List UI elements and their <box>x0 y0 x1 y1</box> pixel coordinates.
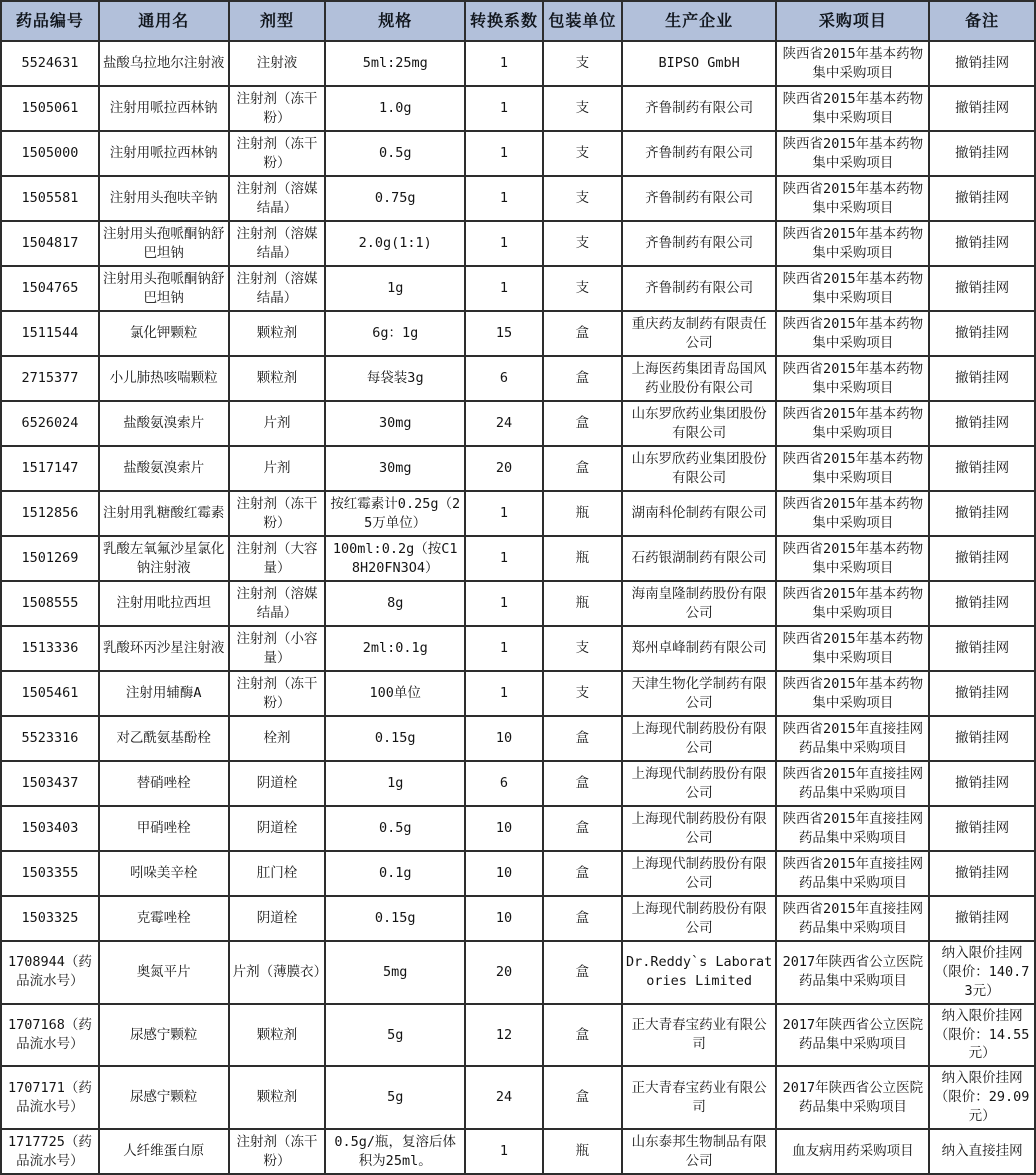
cell-id: 1504817 <box>1 221 99 266</box>
cell-unit: 盒 <box>543 401 622 446</box>
cell-factor: 1 <box>465 86 543 131</box>
cell-name: 小儿肺热咳喘颗粒 <box>99 356 229 401</box>
cell-spec: 5ml:25mg <box>325 41 465 86</box>
cell-form: 注射剂（溶媒结晶） <box>229 221 326 266</box>
table-row <box>1 671 1035 716</box>
cell-form: 颗粒剂 <box>229 311 326 356</box>
column-header-unit: 包装单位 <box>543 1 622 41</box>
cell-factor: 10 <box>465 806 543 851</box>
cell-maker: 上海现代制药股份有限公司 <box>622 806 777 851</box>
cell-id: 1505581 <box>1 176 99 221</box>
cell-remark: 撤销挂网 <box>929 176 1035 221</box>
cell-name: 吲哚美辛栓 <box>99 851 229 896</box>
cell-name: 尿感宁颗粒 <box>99 1004 229 1067</box>
cell-remark: 撤销挂网 <box>929 896 1035 941</box>
cell-spec: 1g <box>325 266 465 311</box>
table-row <box>1 581 1035 626</box>
cell-id: 1707171（药品流水号） <box>1 1066 99 1129</box>
cell-form: 阴道栓 <box>229 806 326 851</box>
cell-maker: 正大青春宝药业有限公司 <box>622 1066 777 1129</box>
cell-form: 颗粒剂 <box>229 356 326 401</box>
cell-maker: 上海现代制药股份有限公司 <box>622 716 777 761</box>
table-row <box>1 86 1035 131</box>
cell-remark: 撤销挂网 <box>929 86 1035 131</box>
cell-unit: 盒 <box>543 311 622 356</box>
cell-id: 6526024 <box>1 401 99 446</box>
table-row <box>1 896 1035 941</box>
cell-id: 1503325 <box>1 896 99 941</box>
cell-maker: 齐鲁制药有限公司 <box>622 86 777 131</box>
table-row <box>1 176 1035 221</box>
table-row <box>1 626 1035 671</box>
cell-project: 陕西省2015年基本药物集中采购项目 <box>776 671 929 716</box>
table-row <box>1 716 1035 761</box>
cell-spec: 0.75g <box>325 176 465 221</box>
cell-maker: 正大青春宝药业有限公司 <box>622 1004 777 1067</box>
cell-project: 陕西省2015年基本药物集中采购项目 <box>776 131 929 176</box>
table-row <box>1 1066 1035 1129</box>
cell-factor: 10 <box>465 851 543 896</box>
cell-maker: 齐鲁制药有限公司 <box>622 266 777 311</box>
cell-form: 栓剂 <box>229 716 326 761</box>
cell-spec: 30mg <box>325 401 465 446</box>
cell-project: 陕西省2015年基本药物集中采购项目 <box>776 266 929 311</box>
cell-factor: 12 <box>465 1004 543 1067</box>
column-header-spec: 规格 <box>325 1 465 41</box>
cell-remark: 撤销挂网 <box>929 311 1035 356</box>
cell-id: 1508555 <box>1 581 99 626</box>
column-header-factor: 转换系数 <box>465 1 543 41</box>
column-header-remark: 备注 <box>929 1 1035 41</box>
cell-factor: 24 <box>465 1066 543 1129</box>
cell-spec: 0.15g <box>325 716 465 761</box>
cell-unit: 支 <box>543 86 622 131</box>
cell-maker: 重庆药友制药有限责任公司 <box>622 311 777 356</box>
cell-spec: 1g <box>325 761 465 806</box>
cell-factor: 15 <box>465 311 543 356</box>
table-row <box>1 806 1035 851</box>
cell-factor: 10 <box>465 716 543 761</box>
cell-unit: 盒 <box>543 446 622 491</box>
cell-form: 颗粒剂 <box>229 1066 326 1129</box>
cell-name: 注射用哌拉西林钠 <box>99 131 229 176</box>
cell-unit: 支 <box>543 41 622 86</box>
cell-form: 阴道栓 <box>229 896 326 941</box>
cell-factor: 1 <box>465 626 543 671</box>
cell-unit: 盒 <box>543 941 622 1004</box>
cell-name: 替硝唑栓 <box>99 761 229 806</box>
cell-unit: 盒 <box>543 356 622 401</box>
cell-spec: 每袋装3g <box>325 356 465 401</box>
cell-factor: 1 <box>465 671 543 716</box>
cell-id: 1717725（药品流水号） <box>1 1129 99 1174</box>
cell-maker: 上海现代制药股份有限公司 <box>622 896 777 941</box>
cell-project: 陕西省2015年基本药物集中采购项目 <box>776 356 929 401</box>
cell-id: 1511544 <box>1 311 99 356</box>
cell-factor: 6 <box>465 761 543 806</box>
cell-name: 克霉唑栓 <box>99 896 229 941</box>
cell-remark: 撤销挂网 <box>929 401 1035 446</box>
cell-id: 2715377 <box>1 356 99 401</box>
cell-form: 片剂 <box>229 446 326 491</box>
cell-maker: 海南皇隆制药股份有限公司 <box>622 581 777 626</box>
cell-unit: 盒 <box>543 806 622 851</box>
cell-unit: 支 <box>543 626 622 671</box>
cell-factor: 1 <box>465 581 543 626</box>
cell-remark: 撤销挂网 <box>929 536 1035 581</box>
cell-form: 肛门栓 <box>229 851 326 896</box>
table-row <box>1 761 1035 806</box>
cell-maker: 郑州卓峰制药有限公司 <box>622 626 777 671</box>
cell-form: 注射剂（冻干粉） <box>229 491 326 536</box>
cell-project: 陕西省2015年基本药物集中采购项目 <box>776 311 929 356</box>
cell-factor: 20 <box>465 446 543 491</box>
cell-spec: 0.5g/瓶，复溶后体积为25ml。 <box>325 1129 465 1174</box>
cell-id: 1503437 <box>1 761 99 806</box>
cell-factor: 10 <box>465 896 543 941</box>
cell-name: 乳酸环丙沙星注射液 <box>99 626 229 671</box>
table-row <box>1 1004 1035 1067</box>
cell-remark: 撤销挂网 <box>929 131 1035 176</box>
cell-remark: 纳入直接挂网 <box>929 1129 1035 1174</box>
cell-form: 注射剂（冻干粉） <box>229 131 326 176</box>
cell-name: 注射用吡拉西坦 <box>99 581 229 626</box>
cell-project: 陕西省2015年直接挂网药品集中采购项目 <box>776 896 929 941</box>
cell-remark: 纳入限价挂网（限价：14.55元） <box>929 1004 1035 1067</box>
cell-form: 片剂 <box>229 401 326 446</box>
cell-project: 陕西省2015年基本药物集中采购项目 <box>776 401 929 446</box>
cell-maker: 齐鲁制药有限公司 <box>622 221 777 266</box>
cell-form: 片剂（薄膜衣） <box>229 941 326 1004</box>
cell-remark: 撤销挂网 <box>929 221 1035 266</box>
cell-project: 陕西省2015年基本药物集中采购项目 <box>776 491 929 536</box>
cell-factor: 24 <box>465 401 543 446</box>
cell-spec: 5g <box>325 1066 465 1129</box>
table-row <box>1 941 1035 1004</box>
table-header-row <box>1 1 1035 41</box>
cell-form: 阴道栓 <box>229 761 326 806</box>
cell-maker: 山东泰邦生物制品有限公司 <box>622 1129 777 1174</box>
cell-id: 1503355 <box>1 851 99 896</box>
cell-spec: 1.0g <box>325 86 465 131</box>
cell-factor: 1 <box>465 491 543 536</box>
cell-project: 陕西省2015年直接挂网药品集中采购项目 <box>776 761 929 806</box>
cell-maker: Dr.Reddy`s Laboratories Limited <box>622 941 777 1004</box>
cell-unit: 盒 <box>543 1066 622 1129</box>
cell-project: 陕西省2015年基本药物集中采购项目 <box>776 581 929 626</box>
cell-spec: 0.15g <box>325 896 465 941</box>
table-row <box>1 41 1035 86</box>
cell-form: 注射剂（冻干粉） <box>229 671 326 716</box>
cell-project: 2017年陕西省公立医院药品集中采购项目 <box>776 1066 929 1129</box>
cell-spec: 100单位 <box>325 671 465 716</box>
cell-id: 1513336 <box>1 626 99 671</box>
cell-spec: 2.0g(1:1) <box>325 221 465 266</box>
cell-id: 1505461 <box>1 671 99 716</box>
cell-name: 甲硝唑栓 <box>99 806 229 851</box>
cell-form: 注射剂（小容量） <box>229 626 326 671</box>
cell-spec: 2ml:0.1g <box>325 626 465 671</box>
cell-project: 陕西省2015年基本药物集中采购项目 <box>776 86 929 131</box>
cell-form: 注射剂（冻干粉） <box>229 1129 326 1174</box>
cell-factor: 1 <box>465 131 543 176</box>
cell-maker: 上海现代制药股份有限公司 <box>622 851 777 896</box>
cell-unit: 支 <box>543 176 622 221</box>
cell-spec: 0.1g <box>325 851 465 896</box>
cell-factor: 1 <box>465 176 543 221</box>
cell-factor: 1 <box>465 221 543 266</box>
cell-factor: 1 <box>465 266 543 311</box>
table-row <box>1 311 1035 356</box>
cell-unit: 盒 <box>543 761 622 806</box>
cell-maker: 齐鲁制药有限公司 <box>622 131 777 176</box>
cell-name: 人纤维蛋白原 <box>99 1129 229 1174</box>
column-header-maker: 生产企业 <box>622 1 777 41</box>
table-row <box>1 536 1035 581</box>
cell-form: 注射剂（溶媒结晶） <box>229 581 326 626</box>
cell-factor: 1 <box>465 41 543 86</box>
cell-project: 陕西省2015年直接挂网药品集中采购项目 <box>776 806 929 851</box>
cell-project: 陕西省2015年基本药物集中采购项目 <box>776 536 929 581</box>
cell-unit: 瓶 <box>543 1129 622 1174</box>
cell-form: 注射剂（溶媒结晶） <box>229 176 326 221</box>
cell-unit: 瓶 <box>543 581 622 626</box>
cell-form: 颗粒剂 <box>229 1004 326 1067</box>
cell-unit: 盒 <box>543 896 622 941</box>
cell-project: 2017年陕西省公立医院药品集中采购项目 <box>776 1004 929 1067</box>
cell-id: 1708944（药品流水号） <box>1 941 99 1004</box>
cell-name: 氯化钾颗粒 <box>99 311 229 356</box>
cell-spec: 30mg <box>325 446 465 491</box>
cell-remark: 纳入限价挂网（限价：140.73元） <box>929 941 1035 1004</box>
cell-name: 尿感宁颗粒 <box>99 1066 229 1129</box>
cell-name: 注射用头孢哌酮钠舒巴坦钠 <box>99 221 229 266</box>
cell-name: 注射用哌拉西林钠 <box>99 86 229 131</box>
cell-id: 1501269 <box>1 536 99 581</box>
cell-remark: 撤销挂网 <box>929 626 1035 671</box>
table-row <box>1 851 1035 896</box>
cell-remark: 撤销挂网 <box>929 266 1035 311</box>
table-row <box>1 491 1035 536</box>
cell-form: 注射液 <box>229 41 326 86</box>
cell-spec: 按红霉素计0.25g（25万单位） <box>325 491 465 536</box>
cell-project: 血友病用药采购项目 <box>776 1129 929 1174</box>
cell-unit: 支 <box>543 131 622 176</box>
cell-remark: 撤销挂网 <box>929 491 1035 536</box>
table-row <box>1 1129 1035 1174</box>
cell-project: 陕西省2015年直接挂网药品集中采购项目 <box>776 851 929 896</box>
cell-form: 注射剂（溶媒结晶） <box>229 266 326 311</box>
table-row <box>1 266 1035 311</box>
cell-name: 注射用乳糖酸红霉素 <box>99 491 229 536</box>
cell-maker: 山东罗欣药业集团股份有限公司 <box>622 446 777 491</box>
cell-factor: 1 <box>465 1129 543 1174</box>
cell-maker: 天津生物化学制药有限公司 <box>622 671 777 716</box>
cell-remark: 撤销挂网 <box>929 356 1035 401</box>
cell-name: 对乙酰氨基酚栓 <box>99 716 229 761</box>
cell-form: 注射剂（冻干粉） <box>229 86 326 131</box>
table-row <box>1 221 1035 266</box>
cell-id: 5524631 <box>1 41 99 86</box>
column-header-name: 通用名 <box>99 1 229 41</box>
cell-remark: 撤销挂网 <box>929 851 1035 896</box>
cell-remark: 撤销挂网 <box>929 446 1035 491</box>
cell-remark: 撤销挂网 <box>929 671 1035 716</box>
column-header-form: 剂型 <box>229 1 326 41</box>
cell-project: 陕西省2015年基本药物集中采购项目 <box>776 626 929 671</box>
cell-spec: 8g <box>325 581 465 626</box>
cell-remark: 撤销挂网 <box>929 41 1035 86</box>
cell-id: 5523316 <box>1 716 99 761</box>
cell-name: 乳酸左氧氟沙星氯化钠注射液 <box>99 536 229 581</box>
cell-id: 1503403 <box>1 806 99 851</box>
cell-project: 陕西省2015年基本药物集中采购项目 <box>776 176 929 221</box>
cell-id: 1512856 <box>1 491 99 536</box>
table-row <box>1 446 1035 491</box>
cell-name: 注射用辅酶A <box>99 671 229 716</box>
cell-factor: 20 <box>465 941 543 1004</box>
cell-unit: 瓶 <box>543 536 622 581</box>
cell-unit: 盒 <box>543 851 622 896</box>
cell-spec: 0.5g <box>325 806 465 851</box>
cell-maker: BIPSO GmbH <box>622 41 777 86</box>
cell-spec: 6g：1g <box>325 311 465 356</box>
column-header-project: 采购项目 <box>776 1 929 41</box>
cell-name: 奥氮平片 <box>99 941 229 1004</box>
cell-spec: 100ml:0.2g（按C18H20FN3O4） <box>325 536 465 581</box>
cell-unit: 支 <box>543 221 622 266</box>
cell-name: 盐酸氨溴索片 <box>99 401 229 446</box>
cell-name: 盐酸氨溴索片 <box>99 446 229 491</box>
cell-name: 盐酸乌拉地尔注射液 <box>99 41 229 86</box>
cell-maker: 湖南科伦制药有限公司 <box>622 491 777 536</box>
cell-project: 陕西省2015年基本药物集中采购项目 <box>776 446 929 491</box>
cell-id: 1504765 <box>1 266 99 311</box>
table-row <box>1 356 1035 401</box>
cell-form: 注射剂（大容量） <box>229 536 326 581</box>
cell-spec: 5mg <box>325 941 465 1004</box>
cell-remark: 撤销挂网 <box>929 581 1035 626</box>
cell-unit: 盒 <box>543 716 622 761</box>
cell-remark: 撤销挂网 <box>929 761 1035 806</box>
cell-factor: 6 <box>465 356 543 401</box>
cell-remark: 撤销挂网 <box>929 806 1035 851</box>
cell-name: 注射用头孢哌酮钠舒巴坦钠 <box>99 266 229 311</box>
cell-maker: 山东罗欣药业集团股份有限公司 <box>622 401 777 446</box>
cell-id: 1707168（药品流水号） <box>1 1004 99 1067</box>
cell-id: 1505061 <box>1 86 99 131</box>
table-row <box>1 131 1035 176</box>
cell-project: 陕西省2015年基本药物集中采购项目 <box>776 221 929 266</box>
table-row <box>1 401 1035 446</box>
cell-id: 1505000 <box>1 131 99 176</box>
cell-unit: 盒 <box>543 1004 622 1067</box>
cell-project: 2017年陕西省公立医院药品集中采购项目 <box>776 941 929 1004</box>
cell-maker: 石药银湖制药有限公司 <box>622 536 777 581</box>
cell-spec: 0.5g <box>325 131 465 176</box>
cell-factor: 1 <box>465 536 543 581</box>
column-header-id: 药品编号 <box>1 1 99 41</box>
cell-unit: 支 <box>543 671 622 716</box>
cell-maker: 齐鲁制药有限公司 <box>622 176 777 221</box>
cell-remark: 撤销挂网 <box>929 716 1035 761</box>
cell-spec: 5g <box>325 1004 465 1067</box>
cell-project: 陕西省2015年直接挂网药品集中采购项目 <box>776 716 929 761</box>
cell-project: 陕西省2015年基本药物集中采购项目 <box>776 41 929 86</box>
cell-remark: 纳入限价挂网（限价：29.09元） <box>929 1066 1035 1129</box>
cell-name: 注射用头孢呋辛钠 <box>99 176 229 221</box>
cell-unit: 瓶 <box>543 491 622 536</box>
cell-unit: 支 <box>543 266 622 311</box>
cell-maker: 上海医药集团青岛国风药业股份有限公司 <box>622 356 777 401</box>
cell-maker: 上海现代制药股份有限公司 <box>622 761 777 806</box>
cell-id: 1517147 <box>1 446 99 491</box>
